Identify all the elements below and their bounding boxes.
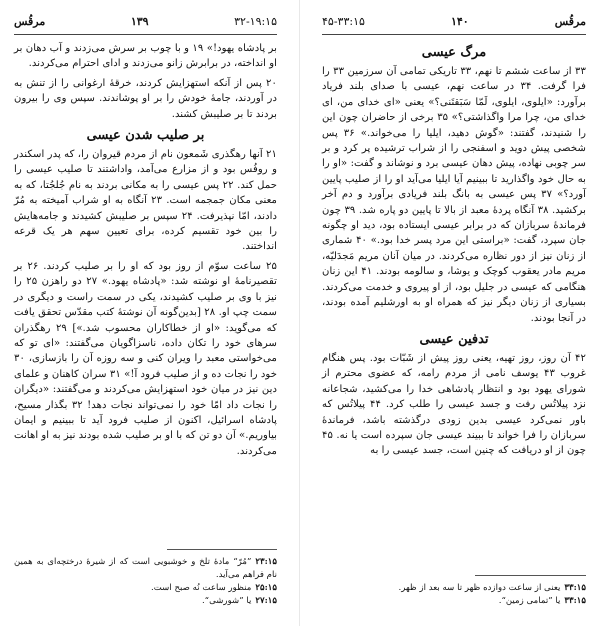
right-paragraph-2: ۴۲ آن روز، روز تهیه، یعنی روز پیش از شَبّات بود. پس هنگام غروب ۴۳ یوسف نامی از مردم رامه، که عضوی محترم از شورای یهود بود و انتظار پادشاهی خدا را می‌کشید، شجاعانه نزد پیلاتُس رفت و جسد عیسی را طلب کرد. ۴۴ پیلاتُس که باور نمی‌کرد عیسی بدین زودی درگذشته باشد، فرماندهٔ سربازان را فرا خواند تا ببیند عیسی جان سپرده است یا نه. ۴۵ چون از او دریافت که چنین است، جسد عیسی را به: [322, 352, 586, 457]
left-paragraph-2: ۲۰ پس از آنکه استهزایش کردند، خرقهٔ ارغوانی را از تنش به در آوردند، جامهٔ خودش را بر او پوشاندند. سپس وی را بیرون بردند تا بر صلیبش کشند.: [14, 77, 277, 120]
left-header-book: مرقُس: [14, 14, 46, 28]
right-header-reference: ۴۵-۳۳:۱۵: [322, 14, 365, 28]
left-page-number: ۱۳۹: [130, 14, 149, 28]
footnote-rule: [475, 575, 586, 576]
left-footnote-1: [14, 556, 277, 582]
footnote-key: ۳۳:۱۵: [564, 583, 586, 593]
left-footnote-3: [14, 595, 277, 608]
right-page: [300, 0, 600, 626]
right-footnote-1: [322, 582, 586, 595]
right-footnote-2: [322, 595, 586, 608]
right-page-header: [322, 0, 586, 35]
footnote-text: ”مُرّ“ مادهٔ تلخ و خوشبویی است که از شیرهٔ درختچه‌ای به همین نام فراهم می‌آید.: [14, 557, 277, 580]
right-page-number: ۱۴۰: [450, 14, 469, 28]
footnote-key: ۲۵:۱۵: [255, 583, 277, 593]
right-paragraph-1: ۳۳ از ساعت ششم تا نهم، ۳۳ تاریکی تمامی آن سرزمین ۳۳ را فرا گرفت. ۳۴ در ساعت نهم، عیسی با صدای بلند فریاد برآورد: «ایلوی، ایلوی، لَمّا سَبَقتَنی؟» یعنی «ای خدای من، ای خدای من، چرا مرا واگذاشتی؟» ۳۵ برخی از حاضران چون این را شنیدند، گفتند: «گوش دهید، ایلیا را می‌خواند.» ۳۶ پس شخصی پیش دوید و اسفنجی را از شراب ترشیده پر کرد و بر سر چوبی نهاده، پیش دهان عیسی برد و نوشاند و گفت: «او را به حال خود واگذارید تا ببینیم آیا ایلیا می‌آید او را از صلیب پایین آورد؟» ۳۷ پس عیسی به بانگ بلند فریادی برآورد و دم آخر برکشید. ۳۸ آنگاه پردهٔ معبد از بالا تا پایین دو پاره شد. ۳۹ چون فرماندهٔ سربازان که در برابر عیسی ایستاده بود، دید او چگونه جان سپرد، گفت: «براستی این مرد پسر خدا بود.» ۴۰ شماری از زنان نیز از دور نظاره می‌کردند. در میان آنان مریم مَجدَلیّه، مریم مادر یعقوب کوچک و یوشا، و سالومه بودند. ۴۱ این زنان هنگامی که عیسی در جلیل بود، از او پیروی و خدمت می‌کردند. بسیاری از زنان دیگر نیز که همراه او به اورشلیم آمده بودند، در آنجا بودند.: [322, 66, 587, 324]
right-footnotes: [300, 575, 600, 608]
right-section-title-death: مرگ عیسی: [421, 45, 487, 60]
left-paragraph-1: بر پادشاه یهود!» ۱۹ و با چوب بر سرش می‌زدند و آب دهان بر او انداخته، در برابرش زانو می‌زدند و ادای احترام می‌کردند.: [14, 43, 277, 70]
footnote-key: ۳۳:۱۵: [564, 596, 586, 606]
left-footnote-2: [14, 582, 277, 595]
left-page-header: [14, 0, 277, 35]
left-paragraph-3: ۲۱ آنها رهگذری شَمعون نام از مردم قیروان را، که پدر اسکندر و روفُس بود و از مزارع می‌آمد، واداشتند تا صلیب عیسی را حمل کند. ۲۲ پس عیسی را به مکانی بردند به نام جُلجُتا، که به معنی مکان جمجمه است. ۲۳ آنگاه به او شراب آمیخته به مُرّ دادند، امّا نپذیرفت. ۲۴ سپس بر صلیبش کشیدند و جامه‌هایش را بین خود تقسیم کرده، برای تعیین سهم هر یک قرعه انداختند.: [14, 149, 278, 253]
footnote-text: یا ”تمامی زمین“.: [498, 596, 561, 606]
footnote-text: یعنی از ساعت دوازده ظهر تا سه بعد از ظهر.: [398, 583, 561, 593]
left-paragraph-4: ۲۵ ساعت سوّم از روز بود که او را بر صلیب کردند. ۲۶ بر تقصیرنامهٔ او نوشته شد: «پادشاه یهود.» ۲۷ دو راهزن ۲۵ را نیز با وی بر صلیب کشیدند، یکی در سمت راست و دیگری در سمت چپ او. ۲۸ [بدین‌گونه آن نوشتهٔ کتب مقدّس تحقق یافت که می‌گوید: «او از خطاکاران محسوب شد.»] ۲۹ رهگذران سرهای خود را تکان داده، ناسزاگویان می‌گفتند: «ای تو که می‌خواستی معبد را ویران کنی و سه روزه آن را بازسازی، ۳۰ خود را نجات ده و از صلیب فرود آ!» ۳۱ سران کاهنان و علمای دین نیز در میان خود استهزایش می‌کردند و می‌گفتند: «دیگران را نجات داد امّا خود را نمی‌تواند نجات دهد! ۳۲ بگذار مسیح، پادشاه اسرائیل، اکنون از صلیب فرود آید تا ببینیم و ایمان بیاوریم.» آن دو تن که با او بر صلیب شده بودند نیز به او اهانت می‌کردند.: [14, 260, 277, 457]
footnote-text: یا ”شورشی“.: [201, 596, 252, 606]
right-header-book: مرقُس: [554, 14, 586, 28]
footnote-key: ۲۷:۱۵: [255, 596, 277, 606]
right-section-title-burial: تدفین عیسی: [419, 331, 489, 347]
footnote-key: ۲۳:۱۵: [255, 557, 277, 567]
footnote-text: منظور ساعت نُه صبح است.: [151, 583, 252, 593]
left-footnotes: [0, 549, 299, 608]
footnote-rule: [167, 549, 277, 550]
left-header-reference: ۳۲-۱۹:۱۵: [234, 14, 277, 28]
left-section-title: بر صلیب شدن عیسی: [86, 128, 205, 144]
